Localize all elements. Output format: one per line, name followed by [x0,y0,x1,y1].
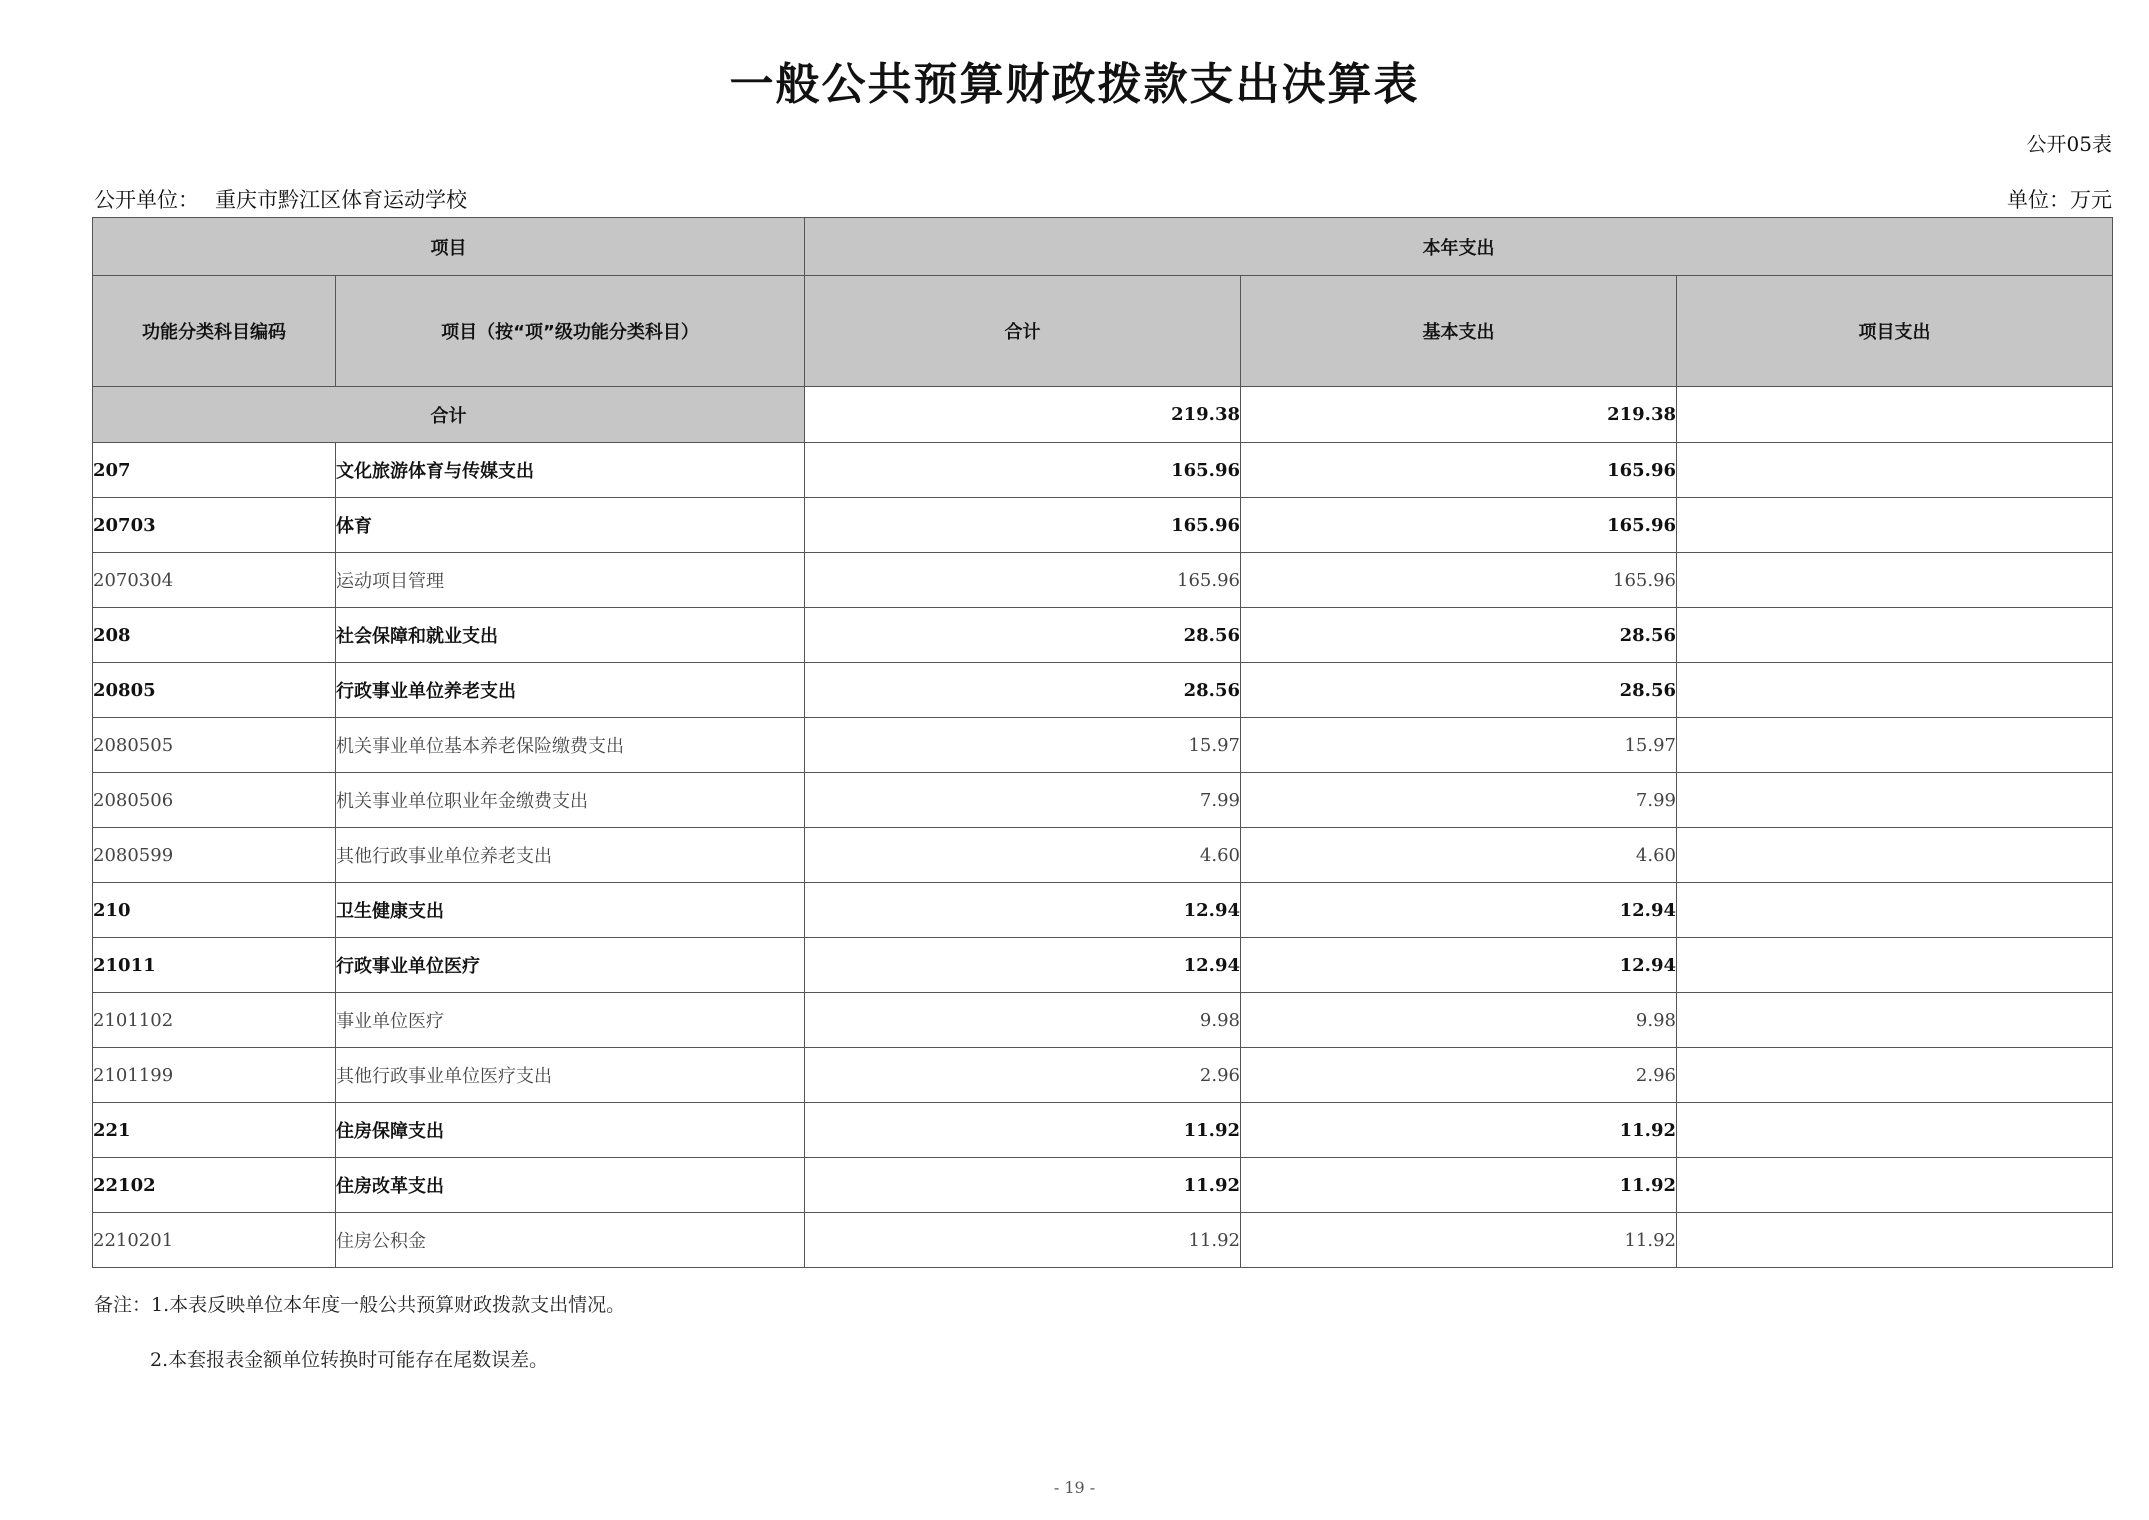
reporting-unit-name: 重庆市黔江区体育运动学校 [215,188,467,212]
row-name: 住房保障支出 [336,1103,805,1158]
row-code: 208 [93,608,336,663]
table-row [93,1048,2113,1103]
row-code: 20703 [93,498,336,553]
row-total: 11.92 [805,1103,1241,1158]
row-code: 210 [93,883,336,938]
row-project [1677,1158,2113,1213]
row-total: 28.56 [805,608,1241,663]
table-row [93,1213,2113,1268]
row-total: 165.96 [805,443,1241,498]
row-code: 2080599 [93,828,336,883]
header-project: 项目支出 [1677,276,2113,387]
row-basic: 2.96 [1241,1048,1677,1103]
table-row [93,443,2113,498]
row-project [1677,718,2113,773]
table-row [93,1158,2113,1213]
row-basic: 11.92 [1241,1158,1677,1213]
row-basic: 15.97 [1241,718,1677,773]
row-name: 事业单位医疗 [336,993,805,1048]
row-project [1677,553,2113,608]
row-code: 2070304 [93,553,336,608]
row-name: 体育 [336,498,805,553]
row-basic: 12.94 [1241,938,1677,993]
header-expense-group: 本年支出 [805,218,2113,276]
row-code: 22102 [93,1158,336,1213]
table-row [93,828,2113,883]
row-total: 11.92 [805,1158,1241,1213]
row-name: 行政事业单位养老支出 [336,663,805,718]
table-row [93,883,2113,938]
row-code: 221 [93,1103,336,1158]
total-row [93,387,2113,443]
header-basic: 基本支出 [1241,276,1677,387]
row-project [1677,883,2113,938]
row-total: 15.97 [805,718,1241,773]
row-basic: 7.99 [1241,773,1677,828]
row-name: 社会保障和就业支出 [336,608,805,663]
table-row [93,773,2113,828]
table-row [93,993,2113,1048]
row-name: 机关事业单位基本养老保险缴费支出 [336,718,805,773]
header-total: 合计 [805,276,1241,387]
table-row [93,498,2113,553]
row-project [1677,993,2113,1048]
table-row [93,718,2113,773]
row-basic: 11.92 [1241,1213,1677,1268]
row-name: 机关事业单位职业年金缴费支出 [336,773,805,828]
row-basic: 4.60 [1241,828,1677,883]
row-total: 28.56 [805,663,1241,718]
row-code: 2080506 [93,773,336,828]
row-name: 卫生健康支出 [336,883,805,938]
row-project [1677,1213,2113,1268]
page-number: - 19 - [1053,1478,1096,1497]
reporting-unit [94,184,467,214]
row-total: 2.96 [805,1048,1241,1103]
row-total: 11.92 [805,1213,1241,1268]
row-project [1677,938,2113,993]
row-total: 9.98 [805,993,1241,1048]
row-project [1677,828,2113,883]
expenditure-table [92,217,2113,1268]
table-header-group-row [93,218,2113,276]
note-1: 备注：1.本表反映单位本年度一般公共预算财政拨款支出情况。 [94,1294,626,1316]
row-project [1677,1048,2113,1103]
row-total: 4.60 [805,828,1241,883]
row-basic: 9.98 [1241,993,1677,1048]
row-total: 165.96 [805,553,1241,608]
notes [94,1290,625,1372]
total-basic: 219.38 [1241,387,1677,443]
row-basic: 12.94 [1241,883,1677,938]
row-project [1677,773,2113,828]
row-basic: 11.92 [1241,1103,1677,1158]
table-row [93,553,2113,608]
row-project [1677,443,2113,498]
row-basic: 165.96 [1241,498,1677,553]
row-basic: 28.56 [1241,608,1677,663]
currency-unit: 单位：万元 [2007,188,2112,212]
table-row [93,1103,2113,1158]
table-row [93,608,2113,663]
total-total: 219.38 [805,387,1241,443]
row-project [1677,1103,2113,1158]
row-total: 12.94 [805,883,1241,938]
report-title: 一般公共预算财政拨款支出决算表 [729,59,1420,110]
unit-info-row [94,184,2112,214]
header-name: 项目（按“项”级功能分类科目） [336,276,805,387]
row-total: 12.94 [805,938,1241,993]
row-total: 7.99 [805,773,1241,828]
row-code: 2101102 [93,993,336,1048]
row-name: 运动项目管理 [336,553,805,608]
total-label: 合计 [93,387,805,443]
row-total: 165.96 [805,498,1241,553]
header-code: 功能分类科目编码 [93,276,336,387]
table-header-row [93,276,2113,387]
row-code: 20805 [93,663,336,718]
row-code: 207 [93,443,336,498]
header-item-group: 项目 [93,218,805,276]
total-project [1677,387,2113,443]
table-row [93,663,2113,718]
row-code: 2210201 [93,1213,336,1268]
row-name: 其他行政事业单位养老支出 [336,828,805,883]
row-project [1677,498,2113,553]
row-code: 21011 [93,938,336,993]
row-name: 行政事业单位医疗 [336,938,805,993]
note-2: 2.本套报表金额单位转换时可能存在尾数误差。 [150,1349,549,1371]
row-name: 住房公积金 [336,1213,805,1268]
row-project [1677,663,2113,718]
form-number: 公开05表 [2026,132,2112,156]
row-code: 2080505 [93,718,336,773]
reporting-unit-label: 公开单位： [94,188,199,212]
row-basic: 165.96 [1241,443,1677,498]
table-row [93,938,2113,993]
row-name: 其他行政事业单位医疗支出 [336,1048,805,1103]
row-code: 2101199 [93,1048,336,1103]
row-name: 住房改革支出 [336,1158,805,1213]
row-project [1677,608,2113,663]
row-basic: 165.96 [1241,553,1677,608]
row-basic: 28.56 [1241,663,1677,718]
row-name: 文化旅游体育与传媒支出 [336,443,805,498]
